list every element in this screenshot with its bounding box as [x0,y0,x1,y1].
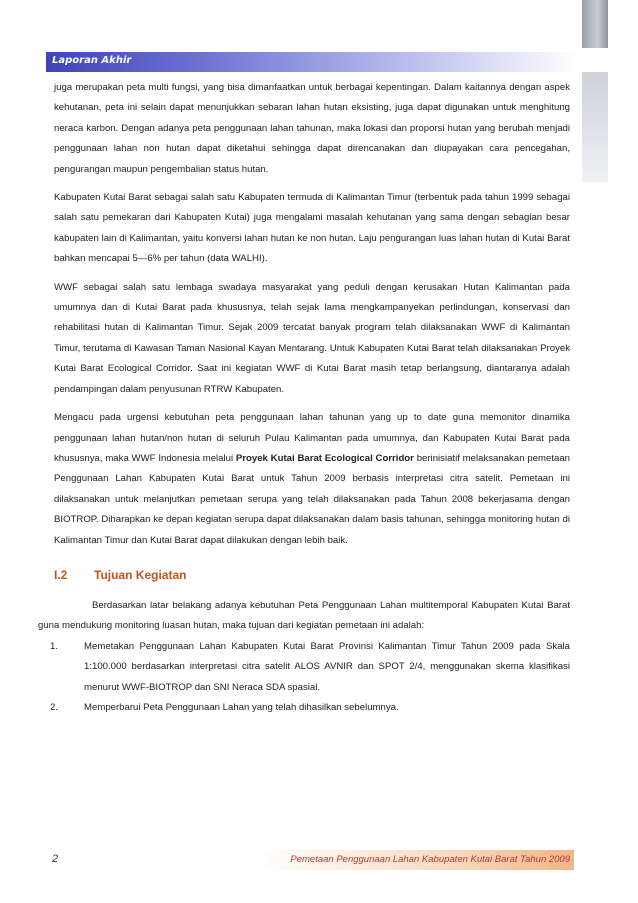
project-name: Proyek Kutai Barat Ecological Corridor [235,452,414,464]
header-title: Laporan Akhir [52,55,132,66]
list-item-number: 1. [50,640,59,652]
body-text [54,78,570,559]
section-number: I.2 [54,568,68,582]
list-item [50,698,570,718]
paragraph-text: Mengacu pada urgensi kebutuhan peta penggunaan lahan tahunan yang up to date guna memonitor dinamika penggunaan lahan hutan/non hutan di seluruh Pulau Kalimantan pada umumnya, dan Kabupaten Kutai Barat pada khususnya, maka WWF Indonesia melalui [54,412,570,464]
list-item-text: Memetakan Penggunaan Lahan Kabupaten Kutai Barat Provinsi Kalimantan Timur Tahun 2009 pada Skala 1:100.000 berdasarkan interpretasi citra satelit ALOS AVNIR dan SPOT 2/4, menggunakan skema klasifikasi menurut WWF-BIOTROP dan SNI Neraca SDA spasial. [84,640,570,693]
decorative-side-shadow [582,72,608,182]
section-title: Tujuan Kegiatan [94,568,187,582]
paragraph: WWF sebagai salah satu lembaga swadaya masyarakat yang peduli dengan kerusakan Hutan Kalimantan pada umumnya dan di Kutai Barat pada khususnya, telah sejak lama mengkampanyekan perlindungan, konservasi dan rehabilitasi hutan di Kalimantan Timur. Sejak 2009 tercatat banyak program telah dilaksanakan WWF di Kalimantan Timur, terutama di Kawasan Taman Nasional Kayan Mentarang. Untuk Kabupaten Kutai Barat telah dilaksanakan Proyek Kutai Barat Ecological Corridor. Saat ini kegiatan WWF di Kutai Barat masih tetap berlangsung, diantaranya adalah pendampingan dalam penyusunan RTRW Kabupaten. [54,281,570,395]
page-number: 2 [52,853,59,865]
page-footer [46,850,574,870]
objectives-list [38,637,570,719]
section-intro: Berdasarkan latar belakang adanya kebutuhan Peta Penggunaan Lahan multitemporal Kabupaten Kutai Barat guna mendukung monitoring luasan hutan, maka tujuan dari kegiatan pemetaan ini adalah: [38,600,570,632]
list-item [50,637,570,698]
footer-title: Pemetaan Penggunaan Lahan Kabupaten Kutai Barat Tahun 2009 [290,854,570,865]
paragraph [54,408,570,551]
list-item-number: 2. [50,702,59,714]
paragraph: Kabupaten Kutai Barat sebagai salah satu Kabupaten termuda di Kalimantan Timur (terbentuk pada tahun 1999 sebagai salah satu pemekaran dari Kabupaten Kutai) juga mengalami masalah kehutanan yang sama dengan sebagian besar kabupaten lain di Kalimantan, yaitu konversi lahan hutan ke non hutan. Laju pengurangan luas lahan hutan di Kutai Barat bahkan mencapai 5—6% per tahun (data WALHI). [54,192,570,265]
section-heading [54,568,570,582]
section-body [38,596,570,718]
list-item-text: Memperbarui Peta Penggunaan Lahan yang telah dihasilkan sebelumnya. [84,702,399,714]
paragraph-text: berinisiatif melaksanakan pemetaan Penggunaan Lahan Kabupaten Kutai Barat untuk Tahun 2009 berbasis interpretasi citra satelit. Pemetaan ini dilaksanakan untuk melanjutkan pemetaan serupa yang telah dilaksanakan pada Tahun 2008 bekerjasama dengan BIOTROP. Diharapkan ke depan kegiatan serupa dapat dilaksanakan dalam basis tahunan, sehingga monitoring hutan di Kalimantan Timur dan Kutai Barat dapat dilakukan dengan lebih baik. [54,452,570,546]
page-header [46,52,578,72]
decorative-side-tab [582,0,608,48]
paragraph: juga merupakan peta multi fungsi, yang bisa dimanfaatkan untuk berbagai kepentingan. Dalam kaitannya dengan aspek kehutanan, peta ini selain dapat menunjukkan sebaran lahan hutan eksisting, juga dapat digunakan untuk menghitung neraca karbon. Dengan adanya peta penggunaan lahan tahunan, maka lokasi dan proporsi hutan yang berubah menjadi penggunaan lahan non hutan dapat diketahui sehingga dapat direncanakan dan diupayakan cara pencegahan, pengurangan maupun pengembalian status hutan. [54,82,570,175]
